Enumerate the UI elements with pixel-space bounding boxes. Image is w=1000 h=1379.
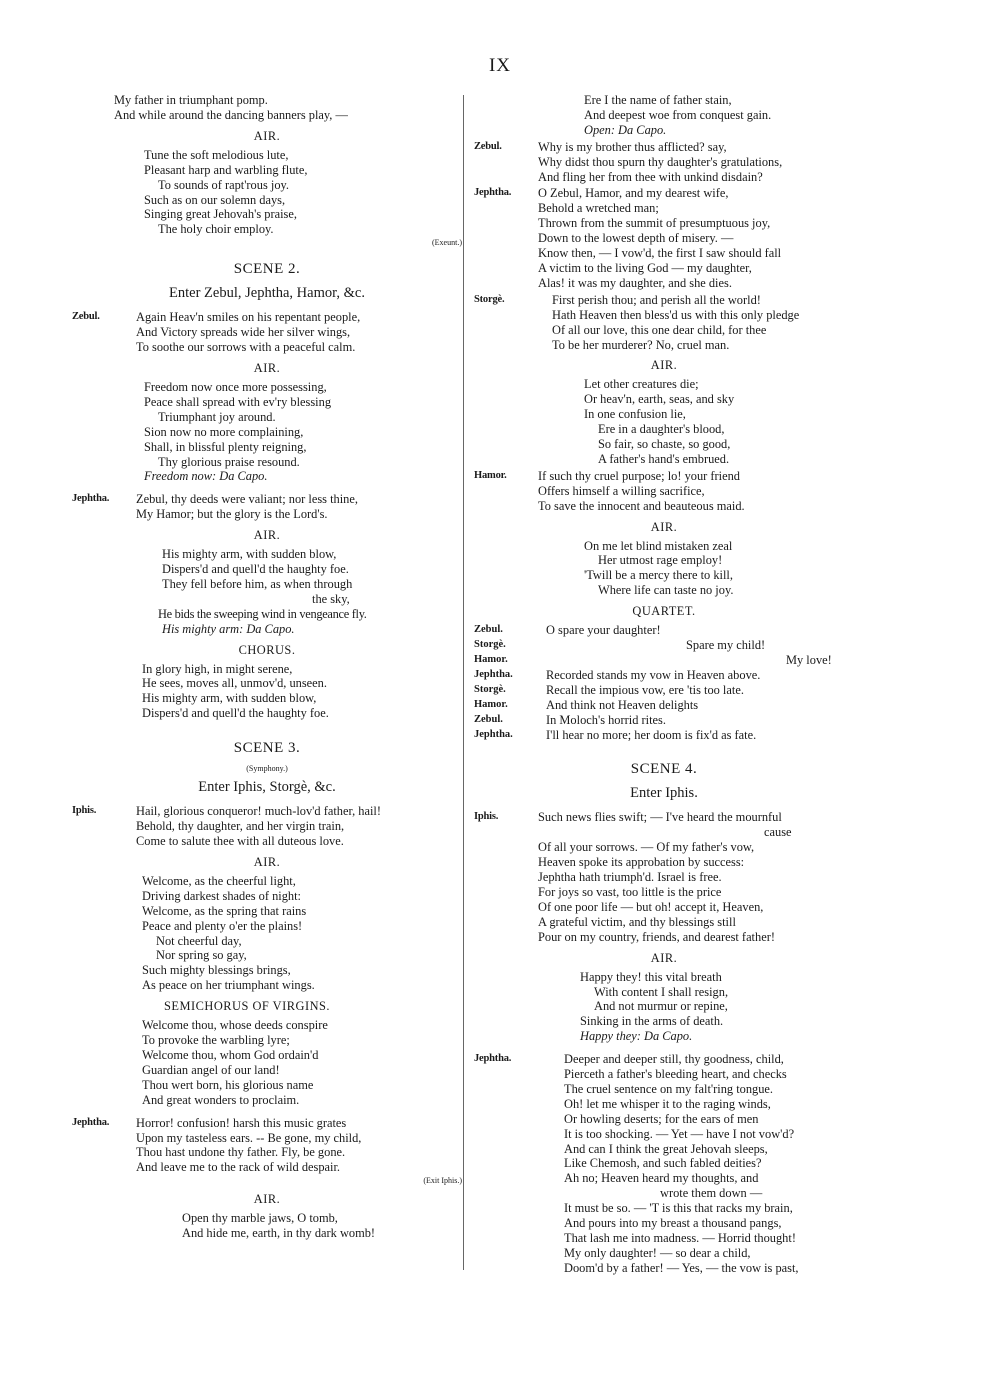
verse-line: In glory high, in might serene, [142,661,293,676]
verse-line: Shall, in blissful plenty reigning, [144,439,307,454]
verse-line: O Zebul, Hamor, and my dearest wife, [538,186,729,201]
verse-line: Pour on my country, friends, and dearest father! [538,929,775,944]
verse-line: I'll hear no more; her doom is fix'd as fate. [546,727,757,742]
verse-line: Jephtha hath triumph'd. Israel is free. [538,870,722,885]
scene-title: SCENE 3. [233,740,301,757]
quartet [474,623,854,742]
verse-line: And not murmur or repine, [594,999,728,1014]
verse-line: Sinking in the arms of death. [580,1014,724,1029]
intro-lines [474,93,854,138]
speech-jephtha [72,1116,462,1187]
quartet-row [474,653,854,668]
verse-line: Offers himself a willing sacrifice, [538,483,705,498]
speaker-name: Hamor. [474,469,507,481]
page-number: IX [488,55,512,76]
verse-line: And great wonders to proclaim. [142,1092,300,1107]
stage-direction: (Exit Iphis.) [423,1176,462,1186]
speech-iphis [72,804,462,849]
scene-title: SCENE 2. [233,261,301,278]
verse-line: wrote them down — [660,1186,763,1201]
verse-line: Thrown from the summit of presumptuous joy, [538,216,771,231]
speech-jephtha [474,186,854,290]
verse-line: For joys so vast, too little is the price [538,884,722,899]
speaker-name: Zebul. [474,713,503,725]
speaker-name: Hamor. [474,654,508,665]
verse-line: And leave me to the rack of wild despair. [136,1160,341,1175]
verse-line: Singing great Jehovah's praise, [144,207,297,222]
air-heading: AIR. [650,519,678,534]
speaker-name: Jephtha. [474,668,513,680]
verse-line: Guardian angel of our land! [142,1062,280,1077]
verse-line: Sion now no more complaining, [144,424,304,439]
verse-line: Such mighty blessings brings, [142,963,291,978]
verse-line: Of all our love, this one dear child, for thee [552,322,767,337]
air-verse [72,1211,462,1241]
verse-line: Why didst thou spurn thy daughter's gratulations, [538,154,783,169]
chorus-verse [72,662,462,722]
verse-line: Such as on our solemn days, [144,192,286,207]
speaker-name: Jephtha. [474,187,512,199]
verse-line: His mighty arm, with sudden blow, [162,547,337,562]
verse-line: Welcome thou, whom God ordain'd [142,1047,319,1062]
verse-line: My father in triumphant pomp. [114,93,268,107]
entrance-direction: Enter Iphis, Storgè, &c. [198,779,336,796]
verse-line: He bids the sweeping wind in vengeance fly. [158,606,367,621]
verse-line: On me let blind mistaken zeal [584,538,733,553]
verse-line: Hail, glorious conqueror! much-lov'd father, hail! [136,804,381,819]
left-column [72,93,462,1241]
speaker-name: Storgè. [474,293,505,305]
verse-line: Of one poor life — but oh! accept it, Heaven, [538,899,764,914]
verse-line: Down to the lowest depth of misery. — [538,231,734,246]
verse-line: Freedom now once more possessing, [144,379,327,394]
verse-line: To save the innocent and beauteous maid. [538,498,745,513]
verse-line: To be her murderer? No, cruel man. [552,337,730,352]
verse-line: Thou wert born, his glorious name [142,1077,314,1092]
verse-line: Deeper and deeper still, thy goodness, child, [564,1052,784,1067]
verse-line: Nor spring so gay, [156,948,247,963]
verse-line: My only daughter! — so dear a child, [564,1245,751,1260]
right-column [474,93,854,1276]
speaker-name: Storgè. [474,683,506,695]
da-capo-cue: His mighty arm: Da Capo. [162,621,295,636]
speaker-name: Hamor. [474,698,508,710]
verse-line: First perish thou; and perish all the world! [552,292,761,307]
verse-line: the sky, [312,591,350,606]
verse-line: In Moloch's horrid rites. [546,712,666,727]
verse-line: To sounds of rapt'rous joy. [158,177,289,192]
verse-line: If such thy cruel purpose; lo! your friend [538,468,740,483]
verse-line: To provoke the warbling lyre; [142,1033,290,1048]
air-verse [72,874,462,993]
verse-line: Let other creatures die; [584,377,699,392]
verse-line: Triumphant joy around. [158,409,276,424]
air-verse [474,970,854,1045]
air-verse [72,148,462,237]
air-heading: AIR. [650,950,678,965]
speaker-name: Iphis. [474,811,499,823]
speaker-name: Iphis. [72,805,97,817]
verse-line: That lash me into madness. — Horrid thought! [564,1231,796,1245]
verse-line: The cruel sentence on my falt'ring tongue. [564,1081,774,1096]
verse-line: And deepest woe from conquest gain. [584,107,772,122]
quartet-row [474,728,854,743]
speaker-name: Storgè. [474,639,506,651]
verse-line: Zebul, thy deeds were valiant; nor less thine, [136,492,358,507]
semichorus-verse [72,1018,462,1107]
scene-title: SCENE 4. [630,761,698,778]
verse-line: Thy glorious praise resound. [158,454,300,469]
verse-line: Recorded stands my vow in Heaven above. [546,667,761,682]
verse-line: Come to salute thee with all duteous love. [136,834,344,848]
verse-line: With content I shall resign, [594,984,729,999]
verse-line: Spare my child! [686,638,766,653]
verse-line: So fair, so chaste, so good, [598,437,731,452]
verse-line: Of all your sorrows. — Of my father's vow, [538,840,755,855]
air-verse [72,547,462,636]
air-heading: AIR. [253,854,281,869]
verse-line: And think not Heaven delights [546,697,699,712]
air-verse [72,380,462,484]
verse-line: Alas! it was my daughter, and she dies. [538,275,732,290]
verse-line: Doom'd by a father! — Yes, — the vow is past, [564,1260,799,1275]
verse-line: To soothe our sorrows with a peaceful calm. [136,340,356,355]
air-verse [474,539,854,599]
stage-direction: (Symphony.) [246,764,288,774]
verse-line: Or howling deserts; for the ears of men [564,1111,759,1126]
verse-line: And Victory spreads wide her silver wings, [136,325,351,340]
speaker-name: Jephtha. [474,728,513,740]
verse-line: His mighty arm, with sudden blow, [142,691,317,706]
quartet-row [474,698,854,713]
verse-line: It is too shocking. — Yet — have I not vow'd? [564,1126,795,1141]
speech-iphis [474,810,854,944]
semichorus-heading: SEMICHORUS OF VIRGINS. [164,999,331,1014]
verse-line: Behold a wretched man; [538,201,659,216]
quartet-row [474,668,854,683]
quartet-heading: QUARTET. [632,604,696,619]
speaker-name: Zebul. [474,140,502,152]
verse-line: Such news flies swift; — I've heard the mournful [538,810,782,825]
verse-line: Driving darkest shades of night: [142,888,301,903]
speaker-name: Jephtha. [72,1116,110,1128]
stage-direction: (Exeunt.) [432,238,462,248]
verse-line: Tune the soft melodious lute, [144,147,289,162]
verse-line: As peace on her triumphant wings. [142,978,315,993]
verse-line: Heaven spoke its approbation by success: [538,855,745,870]
verse-line: Not cheerful day, [156,933,242,948]
verse-line: And fling her from thee with unkind disdain? [538,169,763,184]
quartet-row [474,683,854,698]
verse-line: A victim to the living God — my daughter, [538,260,752,275]
verse-line: It must be so. — 'T is this that racks my brain, [564,1201,793,1216]
verse-line: Pleasant harp and warbling flute, [144,162,308,177]
air-heading: AIR. [253,1192,281,1207]
verse-line: Welcome thou, whose deeds conspire [142,1018,328,1033]
verse-line: Thou hast undone thy father. Fly, be gone. [136,1145,346,1160]
air-heading: AIR. [650,358,678,373]
verse-line: Ah no; Heaven heard my thoughts, and [564,1171,759,1186]
verse-line: Behold, thy daughter, and her virgin train, [136,819,345,834]
verse-line: Oh! let me whisper it to the raging winds, [564,1096,771,1111]
speaker-name: Jephtha. [72,493,110,505]
verse-line: Hath Heaven then bless'd us with this only pledge [552,307,800,322]
verse-line: Ere I the name of father stain, [584,93,732,107]
verse-line: The holy choir employ. [158,222,274,237]
entrance-direction: Enter Zebul, Jephtha, Hamor, &c. [169,285,365,302]
speech-jephtha [474,1052,854,1276]
verse-line: Welcome, as the cheerful light, [142,873,296,888]
verse-line: Why is my brother thus afflicted? say, [538,139,727,154]
air-verse [474,377,854,466]
verse-line: 'Twill be a mercy there to kill, [584,568,733,583]
verse-line: Ere in a daughter's blood, [598,422,725,437]
da-capo-cue: Freedom now: Da Capo. [144,469,268,484]
column-divider [463,95,464,1270]
speech-jephtha [72,492,462,522]
quartet-row [474,713,854,728]
verse-line: Peace and plenty o'er the plains! [142,918,303,933]
verse-line: Pierceth a father's bleeding heart, and checks [564,1067,787,1082]
speech-zebul [474,140,854,185]
verse-line: Recall the impious vow, ere 'tis too late. [546,682,744,697]
speaker-name: Zebul. [474,624,503,636]
verse-line: cause [764,825,792,840]
air-heading: AIR. [253,528,281,543]
verse-line: And pours into my breast a thousand pangs, [564,1216,782,1231]
verse-line: He sees, moves all, unmov'd, unseen. [142,676,327,691]
verse-line: Where life can taste no joy. [598,583,734,598]
speech-zebul [72,310,462,355]
verse-line: In one confusion lie, [584,407,686,422]
quartet-row [474,638,854,653]
verse-line: Her utmost rage employ! [598,553,723,568]
speech-storge [474,293,854,353]
verse-line: Horror! confusion! harsh this music grates [136,1115,347,1130]
verse-line: Peace shall spread with ev'ry blessing [144,394,332,409]
verse-line: A father's hand's embrued. [598,451,730,466]
verse-line: And hide me, earth, in thy dark womb! [182,1226,376,1241]
verse-line: And while around the dancing banners play, — [114,107,348,122]
air-heading: AIR. [253,128,281,143]
entrance-direction: Enter Iphis. [630,785,698,802]
verse-line: Dispers'd and quell'd the haughty foe. [162,562,349,577]
verse-line: Like Chemosh, and such fabled deities? [564,1156,762,1171]
intro-lines [72,93,462,123]
verse-line: A grateful victim, and thy blessings still [538,914,736,929]
verse-line: Know then, — I vow'd, the first I saw should fall [538,246,782,261]
speaker-name: Zebul. [72,311,100,323]
verse-line: My Hamor; but the glory is the Lord's. [136,507,328,522]
verse-line: O spare your daughter! [546,623,661,638]
verse-line: Upon my tasteless ears. -- Be gone, my child, [136,1130,362,1145]
verse-line: My love! [786,653,832,667]
da-capo-cue: Open: Da Capo. [584,122,667,137]
verse-line: Open thy marble jaws, O tomb, [182,1211,338,1226]
verse-line: Again Heav'n smiles on his repentant people, [136,310,361,325]
chorus-heading: CHORUS. [238,642,296,657]
speaker-name: Jephtha. [474,1053,512,1065]
verse-line: Dispers'd and quell'd the haughty foe. [142,706,329,721]
speech-hamor [474,469,854,514]
verse-line: Welcome, as the spring that rains [142,903,307,918]
da-capo-cue: Happy they: Da Capo. [580,1029,693,1044]
verse-line: They fell before him, as when through [162,576,353,591]
air-heading: AIR. [253,360,281,375]
verse-line: Happy they! this vital breath [580,969,722,984]
quartet-row [474,623,854,638]
verse-line: Or heav'n, earth, seas, and sky [584,392,735,407]
verse-line: And can I think the great Jehovah sleeps, [564,1141,768,1156]
